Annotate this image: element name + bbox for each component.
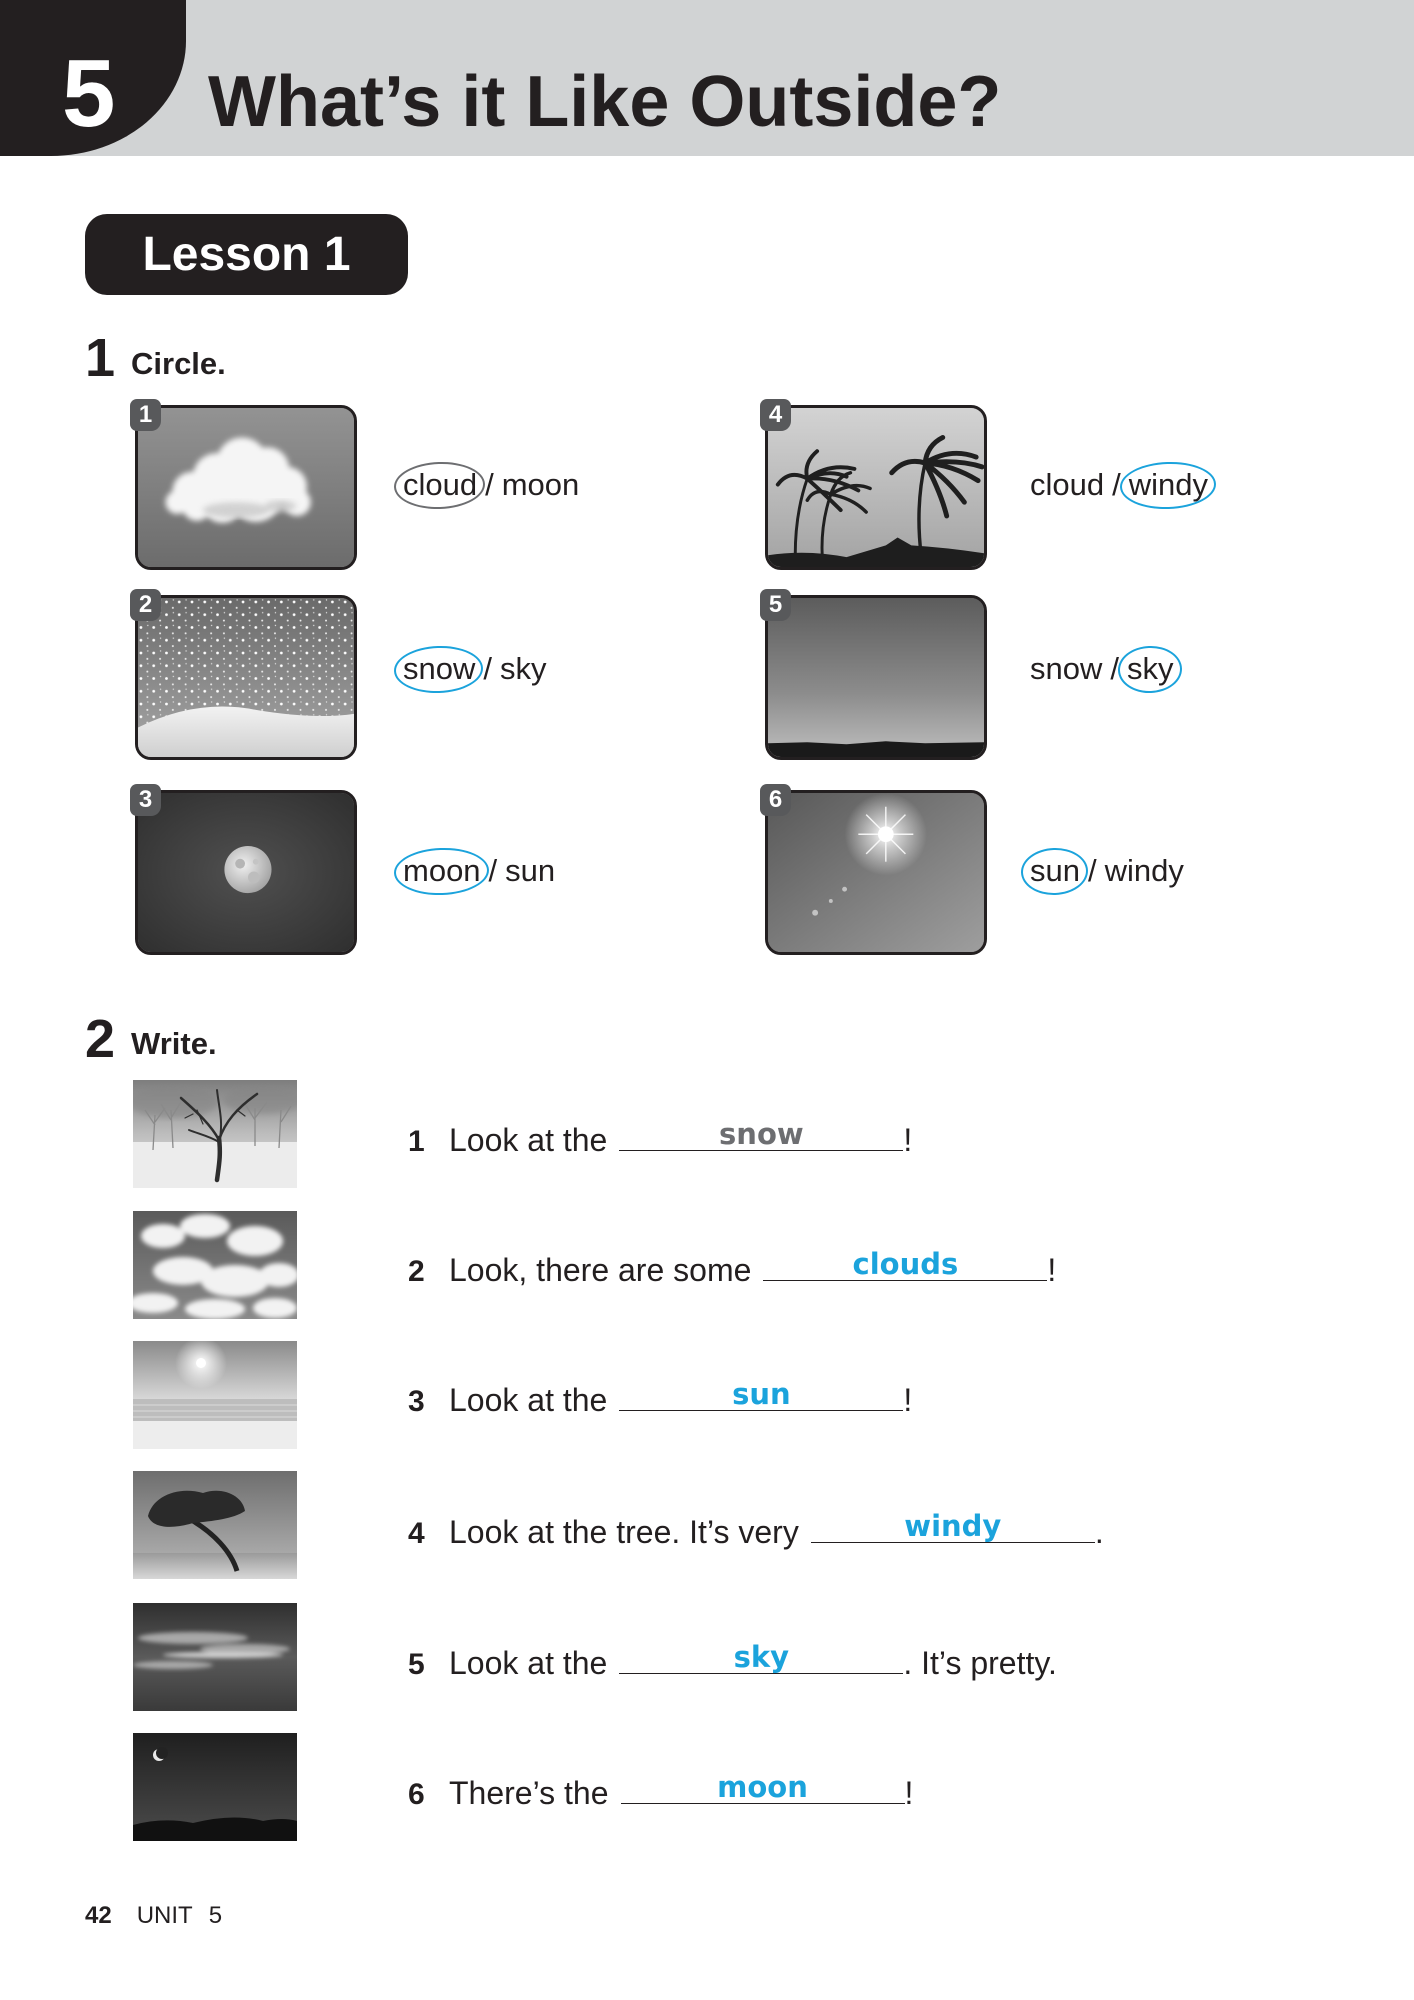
beach (133, 1421, 297, 1449)
sentence-5 (408, 1640, 1057, 1681)
option-moon: moon (403, 853, 481, 888)
sun-over-sea-thumbnail (133, 1341, 297, 1449)
item-badge-6: 6 (760, 784, 791, 816)
option-row-6 (1030, 853, 1184, 889)
option-sun: sun (505, 853, 556, 888)
answer-text: snow (719, 1117, 804, 1151)
exercise-2-number: 2 (85, 1009, 116, 1069)
evening-sky-thumbnail (133, 1603, 297, 1711)
snow-photo (135, 595, 357, 760)
sentence-text-after: . (1094, 1514, 1104, 1550)
cloud-photo (135, 405, 357, 570)
evening-sky-art (133, 1603, 297, 1711)
sun-core (878, 826, 894, 842)
footer-unit-number: 5 (208, 1902, 223, 1929)
sentence-number: 4 (408, 1517, 425, 1550)
sentence-text-before: Look at the (449, 1382, 608, 1418)
sentence-text-after: ! (904, 1775, 914, 1811)
option-separator: / (1087, 853, 1097, 888)
footer-unit-label: UNIT (136, 1902, 193, 1929)
moon-night-art (133, 1733, 297, 1841)
answer-text: clouds (852, 1247, 959, 1281)
item-badge-3: 3 (130, 784, 161, 816)
answer-blank (763, 1247, 1047, 1281)
option-snow: snow (403, 651, 476, 686)
clouds-thumbnail (133, 1211, 297, 1319)
sentence-4 (408, 1509, 1104, 1550)
sentence-text-before: Look at the tree. It’s very (449, 1514, 799, 1550)
answer-text: sky (733, 1640, 790, 1674)
sentence-text-after: ! (1047, 1252, 1057, 1288)
sentence-text-after: . It’s pretty. (903, 1645, 1057, 1681)
option-separator: / (488, 853, 498, 888)
sentence-6 (408, 1770, 914, 1811)
snowy-trees-thumbnail (133, 1080, 297, 1188)
option-row-1 (403, 467, 579, 503)
option-separator: / (1110, 651, 1119, 686)
option-separator: / (485, 467, 494, 502)
sentence-number: 2 (408, 1255, 425, 1288)
exercise-1-number: 1 (85, 328, 116, 388)
sentence-number: 3 (408, 1385, 425, 1418)
option-snow: snow (1030, 651, 1103, 686)
unit-number: 5 (62, 40, 116, 147)
windy-tree-art (133, 1471, 297, 1579)
item-badge-1: 1 (130, 399, 161, 431)
option-sun: sun (1030, 853, 1080, 888)
sentence-3 (408, 1377, 913, 1418)
moon-night-thumbnail (133, 1733, 297, 1841)
snowy-ground (133, 1142, 297, 1188)
sun-photo-art (768, 793, 984, 952)
sentence-1 (408, 1117, 913, 1158)
answer-text: moon (717, 1770, 808, 1804)
answer-blank (619, 1377, 903, 1411)
sentence-number: 1 (408, 1125, 425, 1158)
sentence-text-before: There’s the (449, 1775, 609, 1811)
exercise-1-instruction: Circle. (131, 346, 226, 381)
sky-photo-art (768, 598, 984, 757)
hills-silhouette (133, 1817, 297, 1841)
option-row-3 (403, 853, 555, 889)
option-cloud: cloud (1030, 467, 1105, 502)
option-windy: windy (1128, 467, 1208, 502)
clouds-art (133, 1211, 297, 1319)
option-sky: sky (1127, 651, 1174, 686)
option-cloud: cloud (403, 467, 478, 502)
option-row-4 (1030, 467, 1208, 503)
sun-photo (765, 790, 987, 955)
sentence-text-before: Look, there are some (449, 1252, 752, 1288)
page-footer (85, 1904, 222, 1928)
ground (133, 1553, 297, 1579)
sky-background (768, 598, 984, 757)
sentence-text-before: Look at the (449, 1645, 608, 1681)
option-row-2 (403, 651, 547, 687)
answer-blank (811, 1509, 1095, 1543)
lesson-label: Lesson 1 (85, 214, 408, 295)
option-sky: sky (500, 651, 547, 686)
sky-photo (765, 595, 987, 760)
exercise-2-instruction: Write. (131, 1026, 217, 1061)
item-badge-4: 4 (760, 399, 791, 431)
answer-blank (619, 1117, 903, 1151)
moon-photo-art (138, 793, 354, 952)
sun-over-sea-art (133, 1341, 297, 1449)
item-badge-5: 5 (760, 589, 791, 621)
snowy-trees-art (133, 1080, 297, 1188)
option-moon: moon (501, 467, 580, 502)
option-windy: windy (1104, 853, 1184, 888)
option-separator: / (1112, 467, 1121, 502)
moon-shape (224, 846, 271, 893)
option-row-5 (1030, 651, 1174, 687)
sentence-number: 5 (408, 1648, 425, 1681)
windy-tree-thumbnail (133, 1471, 297, 1579)
windy-palms-photo (765, 405, 987, 570)
page-number: 42 (85, 1902, 112, 1929)
sentence-2 (408, 1247, 1057, 1288)
sentence-number: 6 (408, 1778, 425, 1811)
item-badge-2: 2 (130, 589, 161, 621)
answer-text: windy (904, 1509, 1002, 1543)
windy-palms-photo-art (768, 408, 984, 567)
answer-blank (619, 1640, 903, 1674)
moon-photo (135, 790, 357, 955)
horizon-silhouette (768, 741, 984, 757)
sentence-text-after: ! (903, 1122, 913, 1158)
answer-blank (621, 1770, 905, 1804)
option-separator: / (483, 651, 492, 686)
page-title: What’s it Like Outside? (208, 62, 1002, 142)
sun-core (196, 1358, 206, 1368)
snow-photo-art (138, 598, 354, 757)
sentence-text-before: Look at the (449, 1122, 608, 1158)
cloud-photo-art (138, 408, 354, 567)
sentence-text-after: ! (903, 1382, 913, 1418)
sea (133, 1399, 297, 1421)
answer-text: sun (732, 1377, 791, 1411)
